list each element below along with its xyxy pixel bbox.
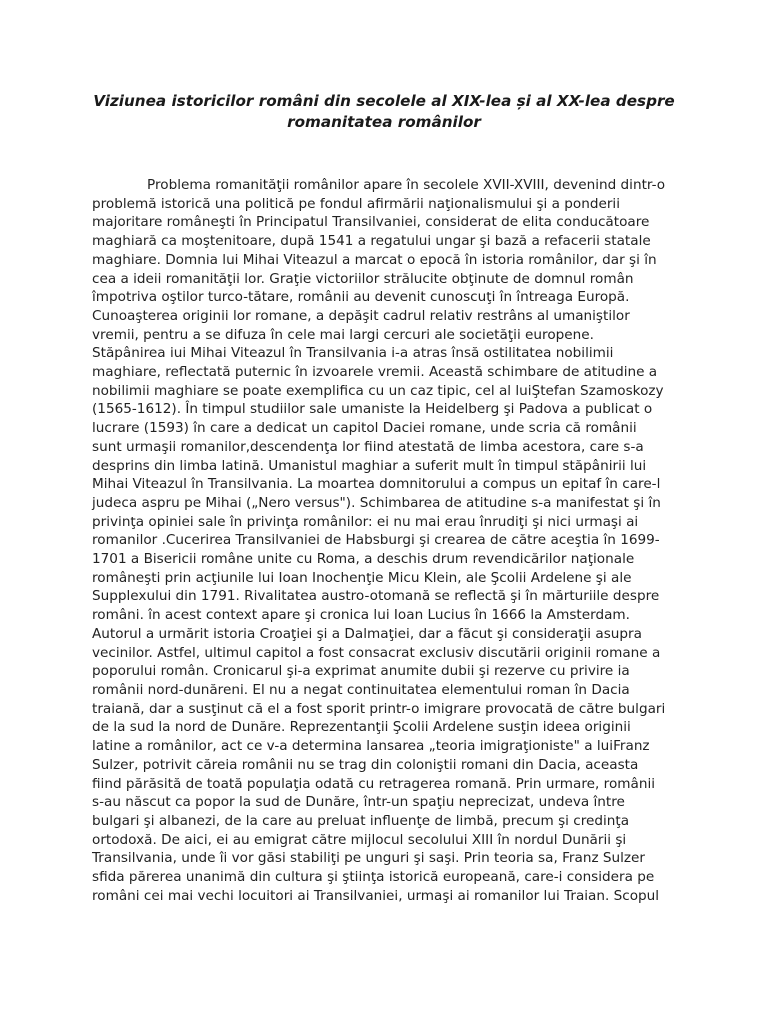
text-line: Sulzer, potrivit căreia românii nu se trag din coloniştii romani din Dacia, aceasta (92, 756, 639, 773)
text-line: desprins din limba latină. Umanistul maghiar a suferit mult în timpul stăpânirii lui (92, 457, 647, 474)
text-line: ortodoxă. De aici, ei au emigrat către mijlocul secolului XIII în nordul Dunării şi (92, 831, 627, 848)
text-line: maghiară ca moştenitoare, după 1541 a regatului ungar şi bază a refacerii statale (92, 233, 651, 250)
text-line: majoritare româneşti în Principatul Transilvaniei, considerat de elita conducătoare (92, 214, 650, 231)
text-line: poporului român. Cronicarul şi-a exprimat anumite dubii şi rezerve cu privire ia (92, 663, 630, 680)
text-line: Autorul a urmărit istoria Croaţiei şi a Dalmaţiei, dar a făcut şi consideraţii asupra (92, 625, 642, 642)
text-line: 1701 a Bisericii române unite cu Roma, a deschis drum revendicărilor naţionale (92, 551, 635, 568)
text-line: nobilimii maghiare se poate exemplifica cu un caz tipic, cel al luiŞtefan Szamoskozy (92, 382, 664, 399)
text-line: problemă istorică una politică pe fondul afirmării naţionalismului şi a ponderii (92, 195, 620, 212)
text-line: românii nord-dunăreni. El nu a negat continuitatea elementului roman în Dacia (92, 681, 630, 698)
text-line: maghiare, reflectată puternic în izvoarele vremii. Această schimbare de atitudine a (92, 364, 658, 381)
text-line: fiind părăsită de toată populaţia odată cu retragerea romană. Prin urmare, românii (92, 775, 656, 792)
body-paragraph (92, 176, 692, 905)
text-line: vremii, pentru a se difuza în cele mai largi cercuri ale societăţii europene. (92, 326, 594, 343)
text-line: latine a românilor, act ce v-a determina lansarea „teoria imigraţioniste" a luiFranz (92, 738, 650, 755)
text-line: româneşti prin acţiunile lui Ioan Inochenţie Micu Klein, ale Şcolii Ardelene şi ale (92, 569, 632, 586)
text-line: cea a ideii romanităţii lor. Graţie victoriilor strălucite obţinute de domnul român (92, 270, 634, 287)
text-line: vecinilor. Astfel, ultimul capitol a fost consacrat exclusiv discutării originii romane a (92, 644, 661, 661)
text-line: Cunoaşterea originii lor romane, a depăşit cadrul relativ restrâns al umaniştilor (92, 307, 630, 324)
text-line: de la sud la nord de Dunăre. Reprezentanţii Şcolii Ardelene susţin ideea originii (92, 719, 631, 736)
text-line: Stăpânirea iui Mihai Viteazul în Transilvania i-a atras însă ostilitatea nobilimii (92, 345, 614, 362)
title-line: romanitatea românilor (287, 113, 481, 131)
title-line: Viziunea istoricilor români din secolele al XIX-lea și al XX-lea despre (93, 92, 675, 110)
text-line: Problema romanităţii românilor apare în secolele XVII-XVIII, devenind dintr-o (147, 177, 666, 193)
text-line: judeca aspru pe Mihai („Nero versus"). Schimbarea de atitudine s-a manifestat şi în (92, 494, 661, 511)
text-line: Transilvania, unde îi vor găsi stabiliţi pe unguri şi saşi. Prin teoria sa, Franz Sulzer (92, 850, 646, 867)
text-line: privinţa opiniei sale în privinţa românilor: ei nu mai erau înrudiţi şi nici urmaşi ai (92, 513, 639, 530)
text-line: bulgari şi albanezi, de la care au preluat influenţe de limbă, precum şi credinţa (92, 812, 630, 829)
text-line: lucrare (1593) în care a dedicat un capitol Daciei romane, unde scria că românii (92, 420, 637, 437)
text-line: (1565-1612). În timpul studiilor sale umaniste la Heidelberg şi Padova a publicat o (92, 401, 653, 418)
text-line: români cei mai vechi locuitori ai Transilvaniei, urmaşi ai romanilor lui Traian. Scopul (92, 887, 660, 904)
text-line: Mihai Viteazul în Transilvania. La moartea domnitorului a compus un epitaf în care-l (92, 476, 661, 493)
document-title (60, 91, 708, 133)
text-line: sfida părerea unanimă din cultura şi ştiinţa istorică europeană, care-i considera pe (92, 869, 655, 886)
text-line: s-au născut ca popor la sud de Dunăre, într-un spaţiu neprecizat, undeva între (92, 794, 625, 811)
text-line: romanilor .Cucerirea Transilvaniei de Habsburgi şi crearea de către aceştia în 1699- (92, 532, 660, 549)
text-line: sunt urmaşii romanilor,descendenţa lor fiind atestată de limba acestora, care s-a (92, 438, 644, 455)
text-line: împotriva oştilor turco-tătare, românii au devenit cunoscuţi în întreaga Europă. (92, 289, 630, 306)
text-line: români. în acest context apare şi cronica lui Ioan Lucius în 1666 la Amsterdam. (92, 607, 630, 624)
text-line: Supplexului din 1791. Rivalitatea austro-otomană se reflectă şi în mărturiile despre (92, 588, 660, 605)
text-line: traiană, dar a susţinut că el a fost sporit printr-o imigrare provocată de către bulgari (92, 700, 666, 717)
text-line: maghiare. Domnia lui Mihai Viteazul a marcat o epocă în istoria românilor, dar şi în (92, 251, 657, 268)
